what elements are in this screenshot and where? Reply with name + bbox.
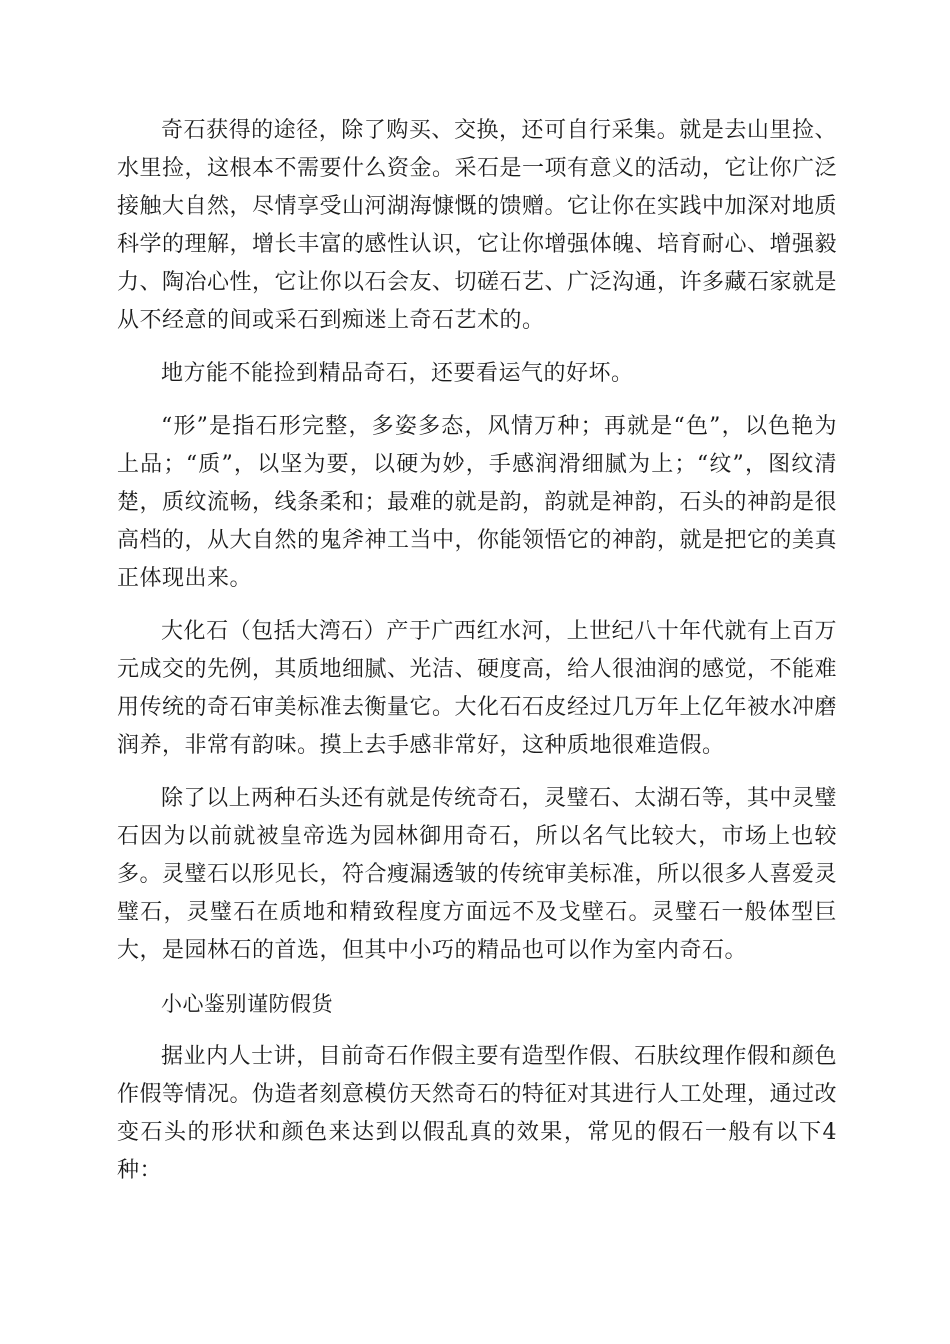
- section-heading-counterfeit: 小心鉴别谨防假货: [161, 992, 333, 1016]
- paragraph-counterfeit-methods: 据业内人士讲，目前奇石作假主要有造型作假、石肤纹理作假和颜色作假等情况。伪造者刻意模仿天然奇石的特征对其进行人工处理，通过改变石头的形状和颜色来达到以假乱真的效果，常见的假石一般有以下4种：: [117, 1044, 838, 1183]
- paragraph-dahua-stone: 大化石（包括大湾石）产于广西红水河，上世纪八十年代就有上百万元成交的先例，其质地细腻、光洁、硬度高，给人很油润的感觉，不能难用传统的奇石审美标准去衡量它。大化石石皮经过几万年上亿年被水冲磨润养，非常有韵味。摸上去手感非常好，这种质地很难造假。: [117, 619, 838, 758]
- paragraph-appreciation-criteria: “形”是指石形完整，多姿多态，风情万种；再就是“色”，以色艳为上品；“质”，以坚为要，以硬为妙，手感润滑细腻为上；“纹”，图纹清楚，质纹流畅，线条柔和；最难的就是韵，韵就是神韵，石头的神韵是很高档的，从大自然的鬼斧神工当中，你能领悟它的神韵，就是把它的美真正体现出来。: [117, 414, 838, 591]
- document-body: [117, 112, 837, 1190]
- paragraph-luck: 地方能不能捡到精品奇石，还要看运气的好坏。: [161, 361, 634, 386]
- paragraph-stone-collecting: 奇石获得的途径，除了购买、交换，还可自行采集。就是去山里捡、水里捡，这根本不需要什么资金。采石是一项有意义的活动，它让你广泛接触大自然，尽情享受山河湖海慷慨的馈赠。它让你在实践中加深对地质科学的理解，增长丰富的感性认识，它让你增强体魄、培育耐心、增强毅力、陶冶心性，它让你以石会友、切磋石艺、广泛沟通，许多藏石家就是从不经意的间或采石到痴迷上奇石艺术的。: [117, 118, 838, 333]
- paragraph-lingbi-stone: 除了以上两种石头还有就是传统奇石，灵璧石、太湖石等，其中灵璧石因为以前就被皇帝选为园林御用奇石，所以名气比较大，市场上也较多。灵璧石以形见长，符合瘦漏透皱的传统审美标准，所以很多人喜爱灵璧石，灵璧石在质地和精致程度方面远不及戈壁石。灵璧石一般体型巨大，是园林石的首选，但其中小巧的精品也可以作为室内奇石。: [117, 786, 838, 963]
